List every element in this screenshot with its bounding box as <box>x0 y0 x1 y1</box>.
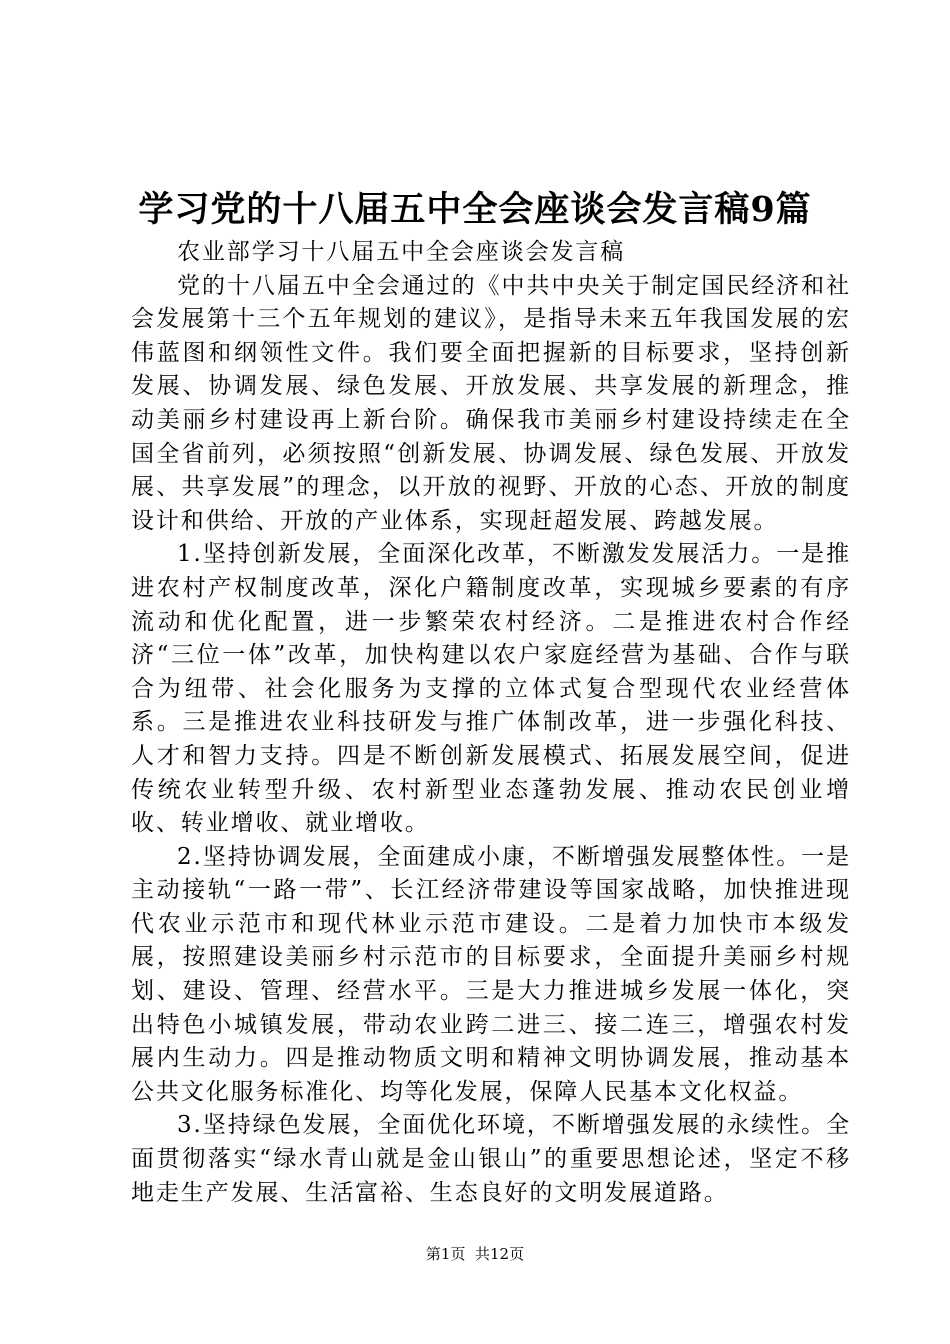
paragraph-green: 3.坚持绿色发展，全面优化环境，不断增强发展的永续性。全面贯彻落实“绿水青山就是金山银山”的重要思想论述，坚定不移地走生产发展、生活富裕、生态良好的文明发展道路。 <box>131 1112 851 1206</box>
paragraph-intro: 党的十八届五中全会通过的《中共中央关于制定国民经济和社会发展第十三个五年规划的建议》，是指导未来五年我国发展的宏伟蓝图和纲领性文件。我们要全面把握新的目标要求，坚持创新发展、协调发展、绿色发展、开放发展、共享发展的新理念，推动美丽乡村建设再上新台阶。确保我市美丽乡村建设持续走在全国全省前列，必须按照“创新发展、协调发展、绿色发展、开放发展、共享发展”的理念，以开放的视野、开放的心态、开放的制度设计和供给、开放的产业体系，实现赶超发展、跨越发展。 <box>131 272 851 534</box>
paragraph-innovation: 1.坚持创新发展，全面深化改革，不断激发发展活力。一是推进农村产权制度改革，深化户籍制度改革，实现城乡要素的有序流动和优化配置，进一步繁荣农村经济。二是推进农村合作经济“三位一体”改革，加快构建以农户家庭经营为基础、合作与联合为纽带、社会化服务为支撑的立体式复合型现代农业经营体系。三是推进农业科技研发与推广体制改革，进一步强化科技、人才和智力支持。四是不断创新发展模式、拓展发展空间，促进传统农业转型升级、农村新型业态蓬勃发展、推动农民创业增收、转业增收、就业增收。 <box>131 541 851 837</box>
paragraph-subtitle: 农业部学习十八届五中全会座谈会发言稿 <box>177 239 626 265</box>
page-number-footer: 第1页 共12页 <box>425 1245 525 1263</box>
document-body <box>131 236 851 1210</box>
paragraph-coordination: 2.坚持协调发展，全面建成小康，不断增强发展整体性。一是主动接轨“一路一带”、长江经济带建设等国家战略，加快推进现代农业示范市和现代林业示范市建设。二是着力加快市本级发展，按照建设美丽乡村示范市的目标要求，全面提升美丽乡村规划、建设、管理、经营水平。三是大力推进城乡发展一体化，突出特色小城镇发展，带动农业跨二进三、接二连三，增强农村发展内生动力。四是推动物质文明和精神文明协调发展，推动基本公共文化服务标准化、均等化发展，保障人民基本文化权益。 <box>131 843 851 1105</box>
document-title: 学习党的十八届五中全会座谈会发言稿9篇 <box>138 189 812 230</box>
